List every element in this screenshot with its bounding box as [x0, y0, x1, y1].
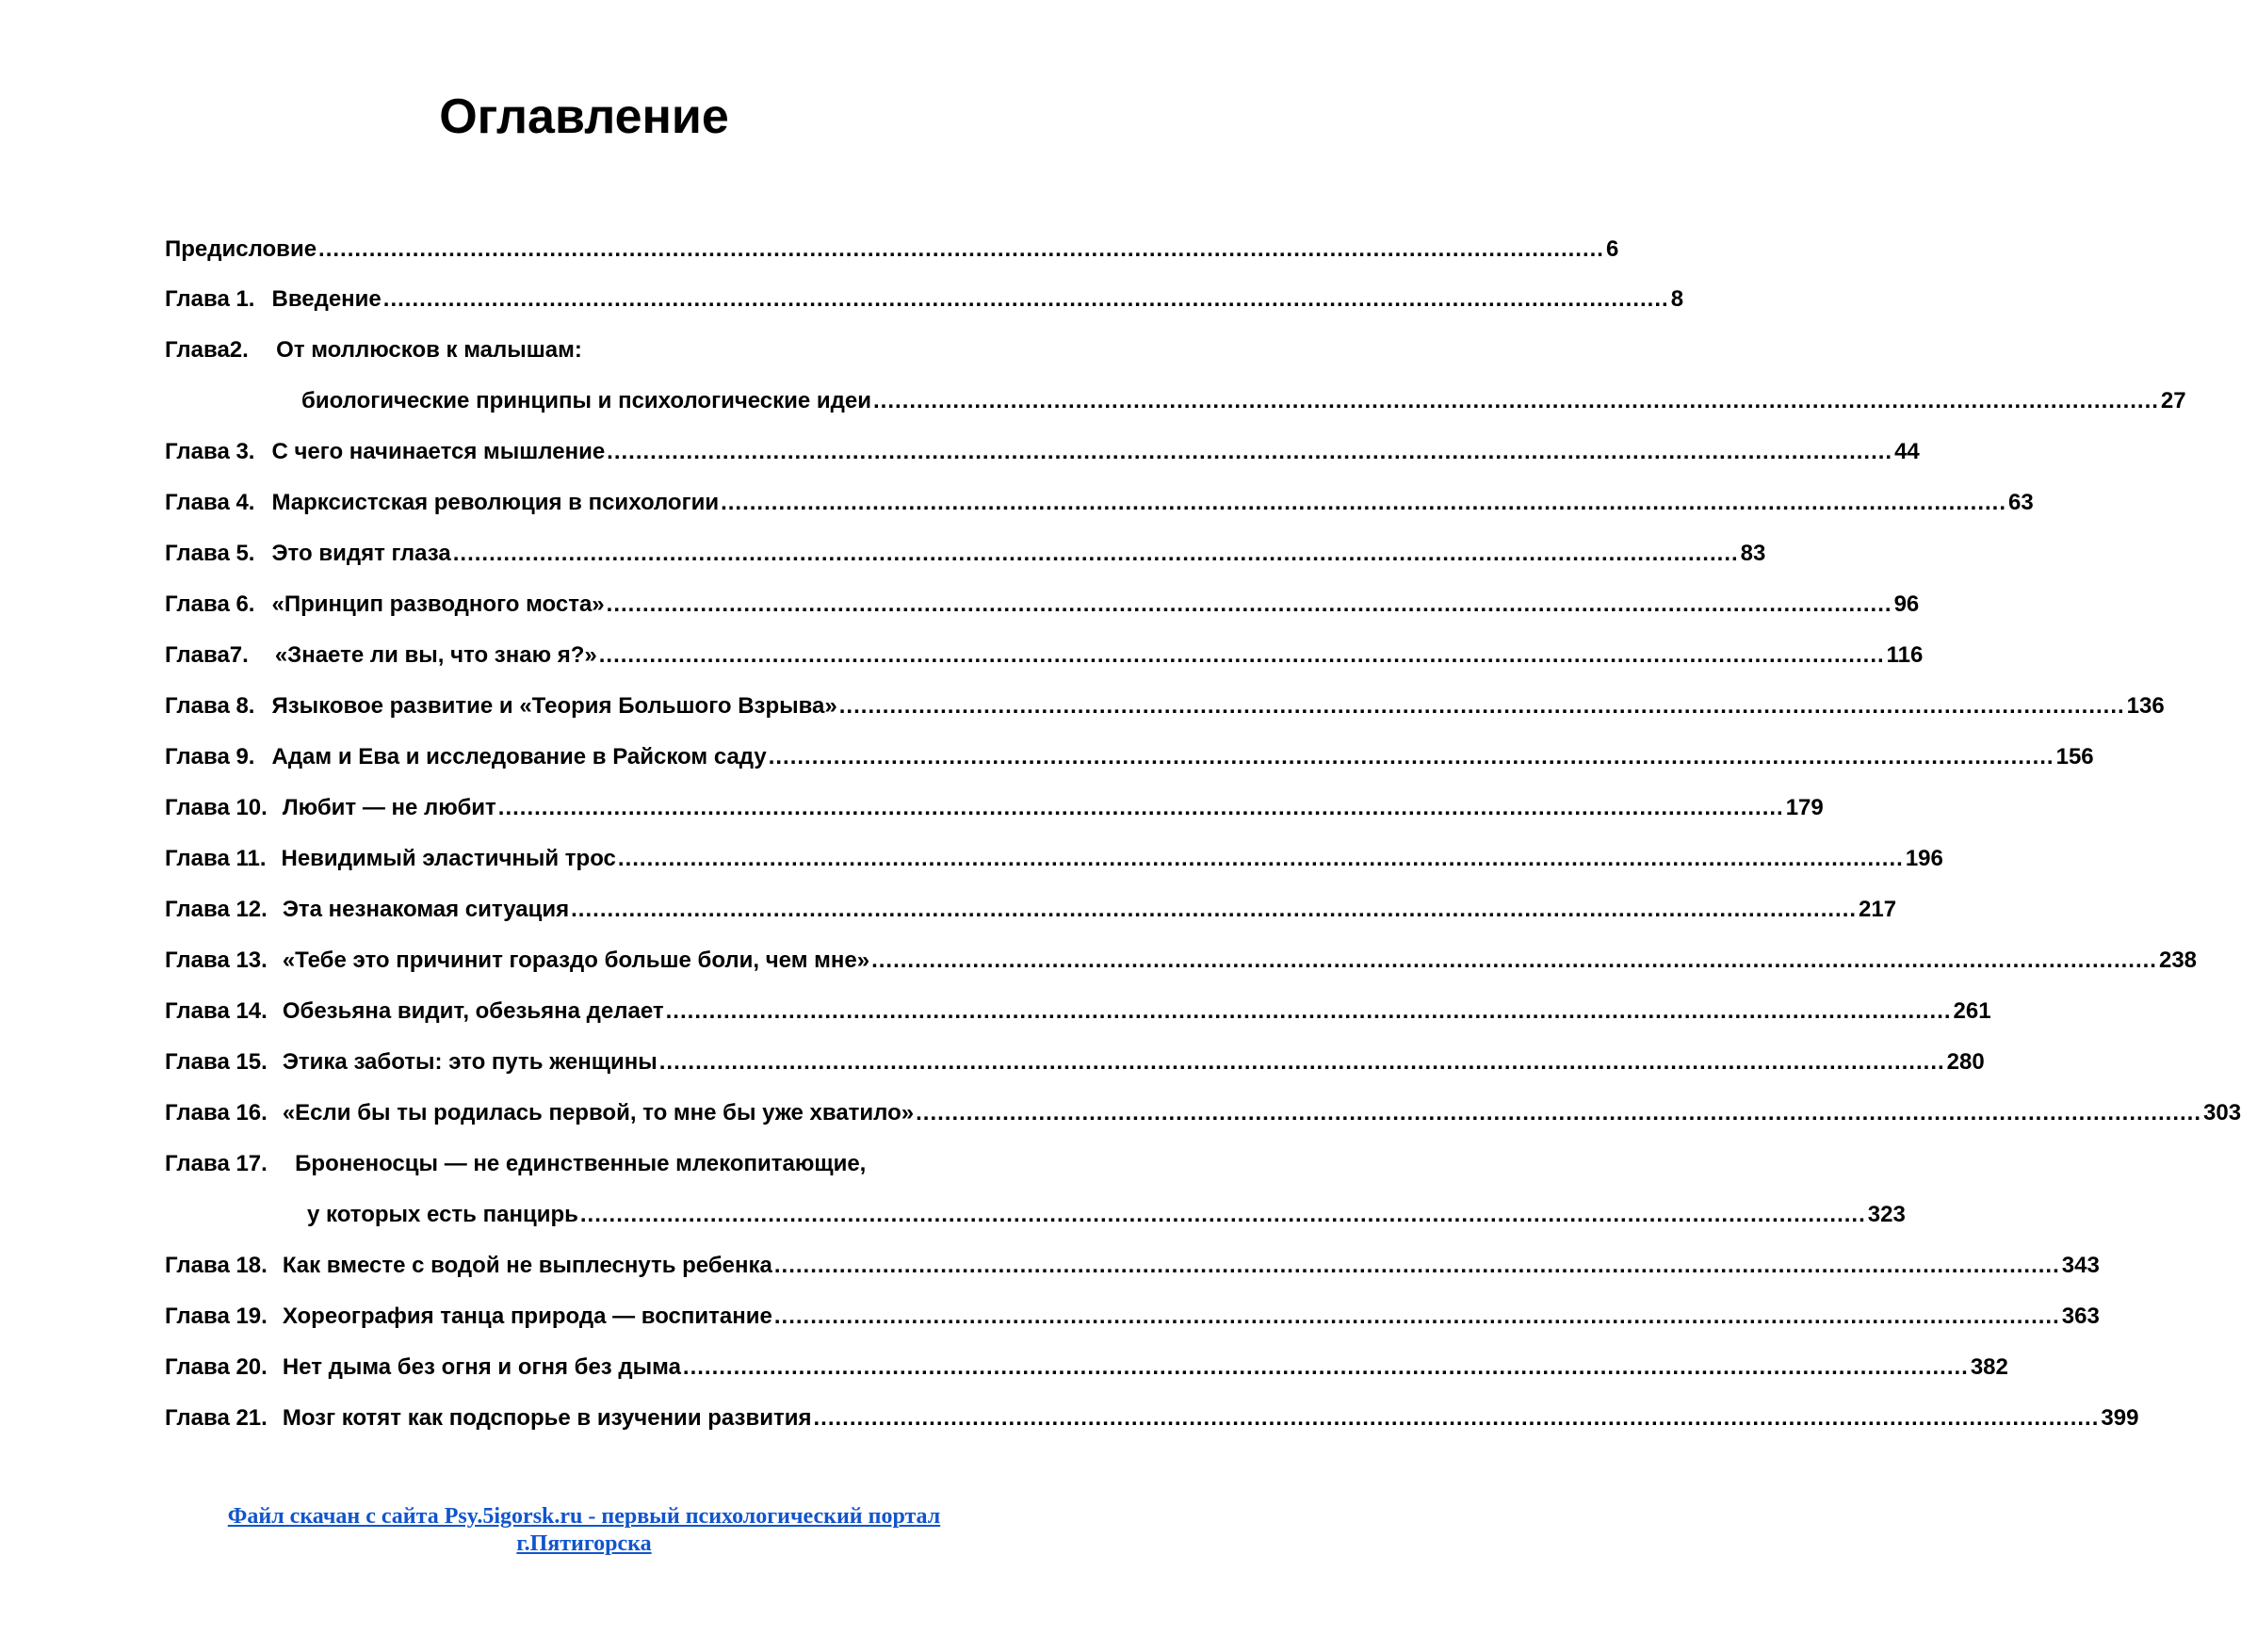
toc-page-number: 83: [1740, 541, 1766, 566]
toc-entry-chapter-8[interactable]: [165, 693, 2165, 731]
dot-leader: [659, 1049, 1945, 1076]
toc-entry-chapter-5[interactable]: [165, 541, 1766, 578]
toc-title: От моллюсков к малышам:: [276, 337, 582, 363]
toc-page-number: 343: [2061, 1253, 2100, 1278]
toc-page-number: 116: [1886, 642, 1924, 668]
toc-entry-chapter-17[interactable]: [307, 1202, 1906, 1239]
dot-leader: [839, 693, 2125, 720]
toc-label: Глава 11.: [165, 846, 267, 871]
toc-title: Введение: [271, 286, 382, 312]
toc-page-number: 96: [1893, 591, 1920, 617]
toc-page-number: 63: [2008, 490, 2034, 515]
toc-page-number: 27: [2160, 388, 2186, 413]
toc-page-number: 363: [2061, 1304, 2100, 1329]
toc-entry-chapter-19[interactable]: [165, 1304, 2100, 1341]
toc-entry-chapter-3[interactable]: [165, 439, 1920, 477]
toc-label: Глава 5.: [165, 541, 255, 566]
toc-label: Глава 17.: [165, 1151, 268, 1176]
dot-leader: [453, 541, 1739, 567]
toc-page-number: 6: [1605, 236, 1619, 262]
toc-page-number: 44: [1894, 439, 1920, 464]
toc-title: Мозг котят как подспорье в изучении развития: [282, 1405, 812, 1431]
dot-leader: [721, 490, 2006, 516]
dot-leader: [666, 998, 1952, 1025]
toc-label: Глава 6.: [165, 591, 255, 617]
toc-page-number: 136: [2126, 693, 2165, 719]
dot-leader: [873, 388, 2159, 414]
dot-leader: [498, 795, 1784, 821]
page-title: Оглавление: [439, 89, 729, 144]
toc-title-continuation: биологические принципы и психологические идеи: [301, 388, 872, 413]
toc-title: «Принцип разводного моста»: [271, 591, 605, 617]
toc-label: Глава 16.: [165, 1100, 268, 1126]
toc-page-number: 303: [2203, 1100, 2241, 1126]
toc-entry-chapter-17-heading[interactable]: [165, 1151, 994, 1189]
toc-entry-chapter-15[interactable]: [165, 1049, 1985, 1087]
toc-label: Глава 18.: [165, 1253, 268, 1278]
toc-page-number: 382: [1970, 1354, 2008, 1380]
dot-leader: [599, 642, 1885, 669]
toc-label: Глава 13.: [165, 947, 268, 973]
toc-entry-chapter-6[interactable]: [165, 591, 1920, 629]
toc-title: Невидимый эластичный трос: [281, 846, 616, 871]
toc-entry-chapter-12[interactable]: [165, 897, 1897, 934]
download-footer: [0, 1503, 1168, 1558]
toc-page-number: 217: [1859, 897, 1897, 922]
toc-page-number: 261: [1953, 998, 1991, 1024]
toc-entry-chapter-13[interactable]: [165, 947, 2198, 985]
dot-leader: [813, 1405, 2099, 1432]
dot-leader: [383, 286, 1669, 313]
dot-leader: [607, 439, 1892, 465]
toc-title: Как вместе с водой не выплеснуть ребенка: [282, 1253, 772, 1278]
toc-page-number: 8: [1670, 286, 1684, 312]
toc-entry-chapter-4[interactable]: [165, 490, 2034, 527]
toc-label: Глава7.: [165, 642, 249, 668]
toc-entry-chapter-21[interactable]: [165, 1405, 2139, 1443]
toc-entry-chapter-2[interactable]: [301, 388, 2186, 426]
toc-title: Нет дыма без огня и огня без дыма: [282, 1354, 681, 1380]
toc-entry-chapter-1[interactable]: [165, 286, 1684, 324]
toc-label: Глава 9.: [165, 744, 255, 769]
toc-label: Глава 1.: [165, 286, 255, 312]
toc-entry-chapter-10[interactable]: [165, 795, 1824, 833]
toc-page-number: 196: [1905, 846, 1943, 871]
toc-page-number: 156: [2055, 744, 2094, 769]
toc-label: Предисловие: [165, 236, 317, 262]
footer-link-line-1[interactable]: Файл скачан с сайта Psy.5igorsk.ru - первый психологический портал: [227, 1504, 941, 1529]
toc-label: Глава 20.: [165, 1354, 268, 1380]
dot-leader: [916, 1100, 2201, 1126]
toc-title: Броненосцы — не единственные млекопитающие,: [295, 1151, 867, 1176]
dot-leader: [571, 897, 1857, 923]
dot-leader: [871, 947, 2157, 974]
dot-leader: [774, 1253, 2060, 1279]
toc-title: Хореография танца природа — воспитание: [282, 1304, 772, 1329]
toc-entry-chapter-16[interactable]: [165, 1100, 2241, 1138]
dot-leader: [618, 846, 1904, 872]
footer-link-line-2[interactable]: г.Пятигорска: [516, 1531, 652, 1556]
dot-leader: [683, 1354, 1969, 1381]
toc-page-number: 179: [1785, 795, 1824, 820]
toc-label: Глава 4.: [165, 490, 255, 515]
toc-entry-chapter-9[interactable]: [165, 744, 2094, 782]
toc-entry-chapter-7[interactable]: [165, 642, 1924, 680]
toc-title: «Знаете ли вы, что знаю я?»: [274, 642, 597, 668]
toc-label: Глава 19.: [165, 1304, 268, 1329]
toc-label: Глава 8.: [165, 693, 255, 719]
toc-entry-chapter-11[interactable]: [165, 846, 1943, 883]
toc-title: Языковое развитие и «Теория Большого Взрыва»: [271, 693, 837, 719]
toc-title: Этика заботы: это путь женщины: [282, 1049, 658, 1075]
toc-title: Адам и Ева и исследование в Райском саду: [271, 744, 767, 769]
toc-label: Глава 3.: [165, 439, 255, 464]
toc-title-continuation: у которых есть панцирь: [307, 1202, 578, 1227]
toc-page-number: 238: [2158, 947, 2198, 973]
toc-label: Глава 10.: [165, 795, 268, 820]
toc-label: Глава 14.: [165, 998, 268, 1024]
dot-leader: [318, 236, 1604, 263]
toc-page-number: 323: [1867, 1202, 1906, 1227]
toc-title: «Если бы ты родилась первой, то мне бы уже хватило»: [282, 1100, 915, 1126]
toc-title: Обезьяна видит, обезьяна делает: [282, 998, 664, 1024]
toc-title: С чего начинается мышление: [271, 439, 606, 464]
dot-leader: [774, 1304, 2060, 1330]
toc-label: Глава 12.: [165, 897, 268, 922]
toc-title: Марксистская революция в психологии: [271, 490, 720, 515]
toc-title: Любит — не любит: [282, 795, 496, 820]
toc-entry-preface[interactable]: [165, 236, 1619, 274]
toc-label: Глава 15.: [165, 1049, 268, 1075]
toc-label: Глава 21.: [165, 1405, 268, 1431]
toc-entry-chapter-20[interactable]: [165, 1354, 2008, 1392]
toc-label: Глава2.: [165, 337, 249, 363]
toc-title: Это видят глаза: [271, 541, 451, 566]
toc-entry-chapter-2-heading[interactable]: [165, 337, 994, 375]
toc-page-number: 399: [2101, 1405, 2139, 1431]
dot-leader: [769, 744, 2054, 770]
dot-leader: [580, 1202, 1866, 1228]
toc-entry-chapter-18[interactable]: [165, 1253, 2100, 1290]
toc-entry-chapter-14[interactable]: [165, 998, 1991, 1036]
toc-title: Эта незнакомая ситуация: [282, 897, 570, 922]
toc-page-number: 280: [1946, 1049, 1985, 1075]
dot-leader: [607, 591, 1892, 618]
toc-title: «Тебе это причинит гораздо больше боли, чем мне»: [282, 947, 870, 973]
